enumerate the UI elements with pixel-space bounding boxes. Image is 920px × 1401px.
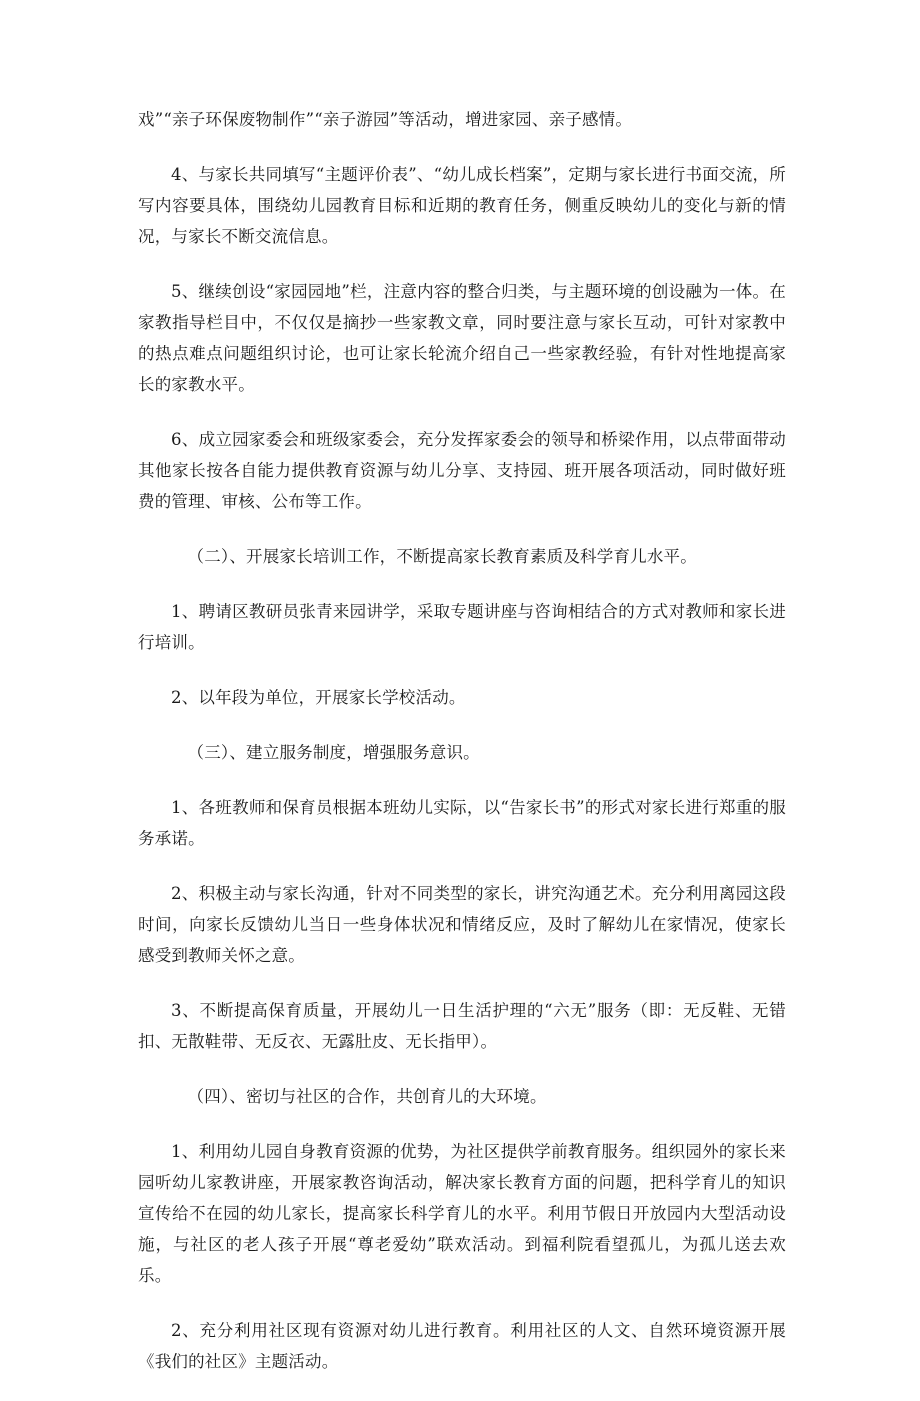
paragraph-3-item-3: 3、不断提高保育质量，开展幼儿一日生活护理的“六无”服务（即：无反鞋、无错扣、无散鞋带、无反衣、无露肚皮、无长指甲）。 — [138, 1001, 786, 1051]
document-page — [138, 104, 786, 1401]
paragraph-item-4: 4、与家长共同填写“主题评价表”、“幼儿成长档案”，定期与家长进行书面交流，所写内容要具体，围绕幼儿园教育目标和近期的教育任务，侧重反映幼儿的变化与新的情况，与家长不断交流信息。 — [138, 165, 786, 246]
paragraph-2-item-1: 1、聘请区教研员张青来园讲学，采取专题讲座与咨询相结合的方式对教师和家长进行培训。 — [138, 602, 786, 652]
paragraph-item-5: 5、继续创设“家园园地”栏，注意内容的整合归类，与主题环境的创设融为一体。在家教指导栏目中，不仅仅是摘抄一些家教文章，同时要注意与家长互动，可针对家教中的热点难点问题组织讨论，也可让家长轮流介绍自己一些家教经验，有针对性地提高家长的家教水平。 — [138, 282, 786, 394]
paragraph-2-item-2: 2、以年段为单位，开展家长学校活动。 — [171, 688, 466, 707]
paragraph-4-item-1: 1、利用幼儿园自身教育资源的优势，为社区提供学前教育服务。组织园外的家长来园听幼儿家教讲座，开展家教咨询活动，解决家长教育方面的问题，把科学育儿的知识宣传给不在园的幼儿家长，提高家长科学育儿的水平。利用节假日开放园内大型活动设施，与社区的老人孩子开展“尊老爱幼”联欢活动。到福利院看望孤儿，为孤儿送去欢乐。 — [138, 1142, 786, 1285]
paragraph-4-item-2: 2、充分利用社区现有资源对幼儿进行教育。利用社区的人文、自然环境资源开展《我们的社区》主题活动。 — [138, 1321, 786, 1371]
section-heading-4: （四）、密切与社区的合作，共创育儿的大环境。 — [187, 1087, 547, 1106]
section-heading-3: （三）、建立服务制度，增强服务意识。 — [187, 743, 480, 762]
paragraph-3-item-2: 2、积极主动与家长沟通，针对不同类型的家长，讲究沟通艺术。充分利用离园这段时间，向家长反馈幼儿当日一些身体状况和情绪反应，及时了解幼儿在家情况，使家长感受到教师关怀之意。 — [138, 884, 786, 965]
paragraph-item-6: 6、成立园家委会和班级家委会，充分发挥家委会的领导和桥梁作用，以点带面带动其他家长按各自能力提供教育资源与幼儿分享、支持园、班开展各项活动，同时做好班费的管理、审核、公布等工作。 — [138, 430, 786, 511]
paragraph-3-item-1: 1、各班教师和保育员根据本班幼儿实际，以“告家长书”的形式对家长进行郑重的服务承诺。 — [138, 798, 786, 848]
section-heading-2: （二）、开展家长培训工作，不断提高家长教育素质及科学育儿水平。 — [187, 547, 697, 566]
paragraph-continuation: 戏”“亲子环保废物制作”“亲子游园”等活动，增进家园、亲子感情。 — [138, 110, 633, 129]
